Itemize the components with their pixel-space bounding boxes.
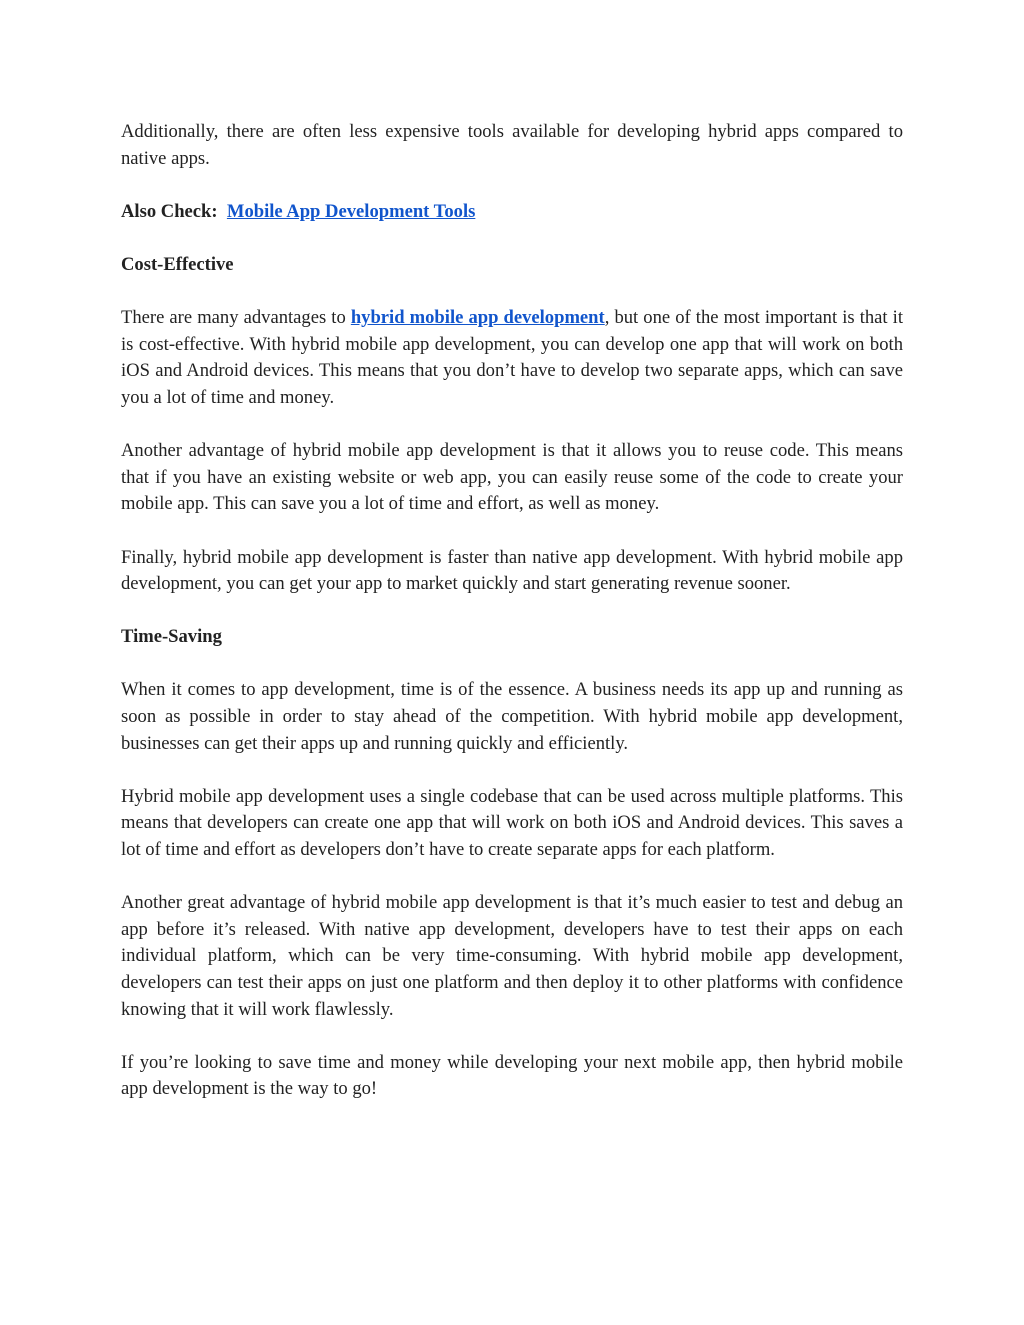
time-saving-heading: Time-Saving [121,626,222,648]
also-check-label: Also Check: [121,200,218,222]
document-page [121,119,903,1130]
intro-paragraph: Additionally, there are often less expensive tools available for developing hybrid apps compared to native apps. [121,121,903,169]
hybrid-mobile-app-development-link[interactable]: hybrid mobile app development [350,307,605,329]
time-saving-paragraph-4: If you’re looking to save time and money while developing your next mobile app, then hybrid mobile app development is the way to go! [121,1051,903,1100]
cost-effective-heading: Cost-Effective [121,253,234,275]
cost-effective-paragraph-3: Finally, hybrid mobile app development is faster than native app development. With hybrid mobile app development, you can get your app to market quickly and start generating revenue sooner. [121,546,903,595]
cost-effective-p1-after: , but one of the most important is that it is cost-effective. With hybrid mobile app development, you can develop one app that will work on both iOS and Android devices. This means that you don’t have to develop two separate apps, which can save you a lot of time and money. [121,307,903,408]
mobile-app-development-tools-link[interactable]: Mobile App Development Tools [226,200,476,222]
also-check-line [121,199,903,226]
cost-effective-p1-before: There are many advantages to [121,307,351,329]
cost-effective-paragraph-2: Another advantage of hybrid mobile app development is that it allows you to reuse code. This means that if you have an existing website or web app, you can easily reuse some of the code to create your mobile app. This can save you a lot of time and effort, as well as money. [121,440,903,515]
time-saving-paragraph-3: Another great advantage of hybrid mobile app development is that it’s much easier to test and debug an app before it’s released. With native app development, developers have to test their apps on each individual platform, which can be very time-consuming. With hybrid mobile app development, developers can test their apps on just one platform and then deploy it to other platforms with confidence knowing that it will work flawlessly. [121,892,903,1020]
cost-effective-paragraph-1 [121,305,903,411]
time-saving-paragraph-1: When it comes to app development, time is of the essence. A business needs its app up and running as soon as possible in order to stay ahead of the competition. With hybrid mobile app development, businesses can get their apps up and running quickly and efficiently. [121,679,903,754]
time-saving-paragraph-2: Hybrid mobile app development uses a single codebase that can be used across multiple platforms. This means that developers can create one app that will work on both iOS and Android devices. This saves a lot of time and effort as developers don’t have to create separate apps for each platform. [121,785,903,861]
